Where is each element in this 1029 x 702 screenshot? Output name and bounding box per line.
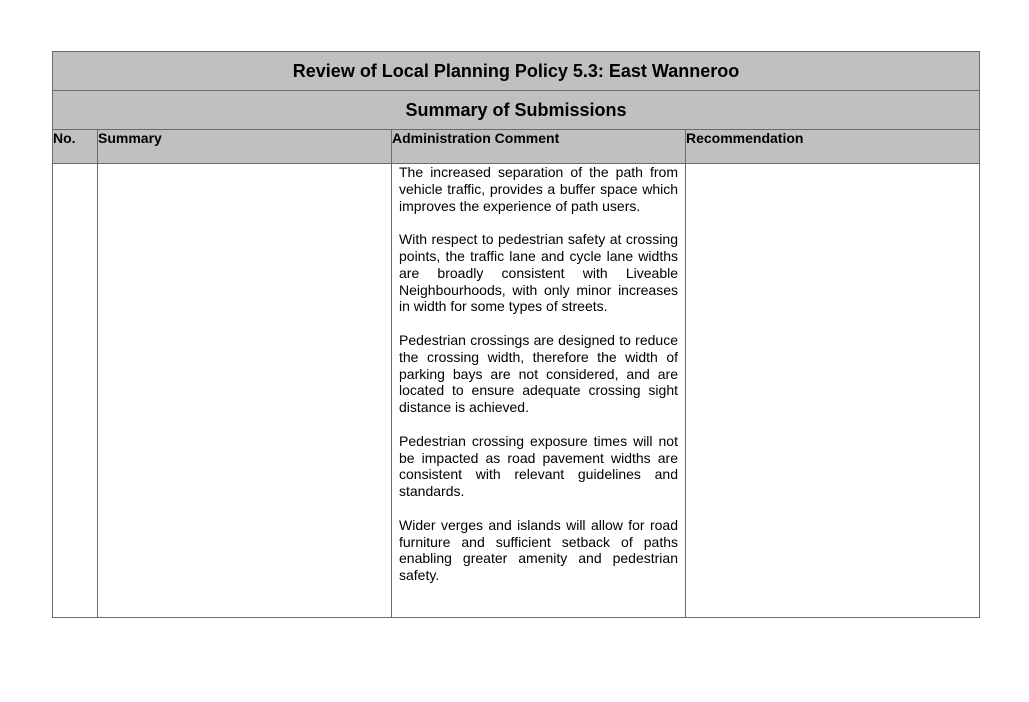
cell-recommendation [686,164,980,618]
cell-admin-comment [392,164,686,618]
column-header-summary: Summary [98,130,392,164]
comment-paragraph: Wider verges and islands will allow for road furniture and sufficient setback of paths enabling greater amenity and pedestrian safety. [399,516,678,584]
column-header-no: No. [53,130,98,164]
comment-paragraph: Pedestrian crossing exposure times will not be impacted as road pavement widths are consistent with relevant guidelines and standards. [399,432,678,500]
document-title: Review of Local Planning Policy 5.3: East Wanneroo [53,52,980,91]
cell-no [53,164,98,618]
comment-paragraph: Pedestrian crossings are designed to reduce the crossing width, therefore the width of parking bays are not considered, and are located to ensure adequate crossing sight distance is achieved. [399,331,678,416]
comment-paragraph: The increased separation of the path from vehicle traffic, provides a buffer space which improves the experience of path users. [399,164,678,214]
cell-summary [98,164,392,618]
submissions-table [52,51,980,618]
subtitle-row [53,91,980,130]
document-subtitle: Summary of Submissions [53,91,980,130]
column-header-admin-comment: Administration Comment [392,130,686,164]
comment-paragraph: With respect to pedestrian safety at crossing points, the traffic lane and cycle lane widths are broadly consistent with Liveable Neighbourhoods, with only minor increases in width for some types of streets. [399,231,678,315]
title-row [53,52,980,91]
column-header-row [53,130,980,164]
column-header-recommendation: Recommendation [686,130,980,164]
table-row [53,164,980,618]
